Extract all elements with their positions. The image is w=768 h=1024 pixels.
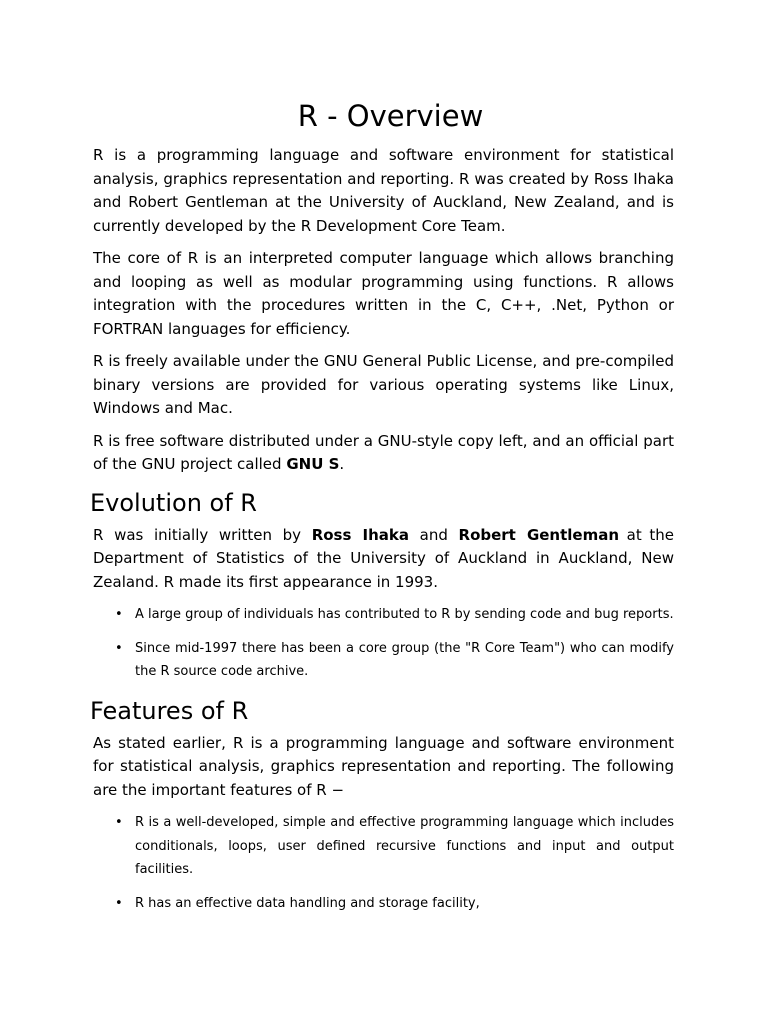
overview-paragraph-4-end: . bbox=[339, 455, 345, 473]
bullet-icon: • bbox=[115, 895, 123, 911]
evolution-bullet-list bbox=[93, 603, 674, 684]
features-bullet-list bbox=[93, 811, 674, 915]
overview-paragraph-2: The core of R is an interpreted computer language which allows branching and looping as well as modular programming using functions. R allows integration with the procedures written in the C, C++, .Net, Python or FORTRAN languages for efficiency. bbox=[93, 249, 674, 338]
list-item-text: Since mid-1997 there has been a core group (the "R Core Team") who can modify the R source code archive. bbox=[135, 640, 674, 679]
overview-paragraph-3: R is freely available under the GNU General Public License, and pre-compiled binary versions are provided for various operating systems like Linux, Windows and Mac. bbox=[93, 352, 674, 417]
list-item bbox=[93, 811, 674, 882]
bullet-icon: • bbox=[115, 607, 123, 622]
evolution-text-2: and bbox=[409, 525, 459, 544]
list-item bbox=[93, 637, 674, 684]
gnu-s-term: GNU S bbox=[286, 455, 340, 473]
list-item-text: R has an effective data handling and storage facility, bbox=[135, 895, 480, 911]
list-item bbox=[93, 603, 674, 627]
evolution-text-3: at the Department of Statistics of the University of Auckland in Auckland, New Zealand. R made its first appearance in 1993. bbox=[93, 525, 675, 591]
author-name-1: Ross Ihaka bbox=[311, 525, 409, 544]
bullet-icon: • bbox=[115, 640, 123, 656]
document-content bbox=[90, 96, 675, 925]
features-intro-paragraph: As stated earlier, R is a programming language and software environment for statistical analysis, graphics representation and reporting. The following are the important features of R − bbox=[93, 733, 674, 799]
overview-paragraph-1: R is a programming language and software environment for statistical analysis, graphics representation and reporting. R was created by Ross Ihaka and Robert Gentleman at the University of Auckland, New Zealand, and is currently developed by the R Development Core Team. bbox=[93, 146, 674, 235]
evolution-text-1: R was initially written by bbox=[93, 525, 312, 544]
page-title: R - Overview bbox=[297, 99, 484, 133]
evolution-heading: Evolution of R bbox=[90, 488, 257, 517]
overview-paragraph-4-text: R is free software distributed under a GNU-style copy left, and an official part of the GNU project called bbox=[93, 431, 674, 473]
features-heading: Features of R bbox=[90, 696, 249, 725]
list-item bbox=[93, 892, 674, 916]
evolution-paragraph bbox=[93, 524, 674, 595]
list-item-text: R is a well-developed, simple and effective programming language which includes conditionals, loops, user defined recursive functions and input and output facilities. bbox=[135, 815, 674, 877]
author-name-2: Robert Gentleman bbox=[458, 525, 620, 544]
overview-paragraph-4 bbox=[93, 430, 674, 477]
bullet-icon: • bbox=[115, 815, 123, 830]
list-item-text: A large group of individuals has contributed to R by sending code and bug reports. bbox=[135, 607, 674, 622]
